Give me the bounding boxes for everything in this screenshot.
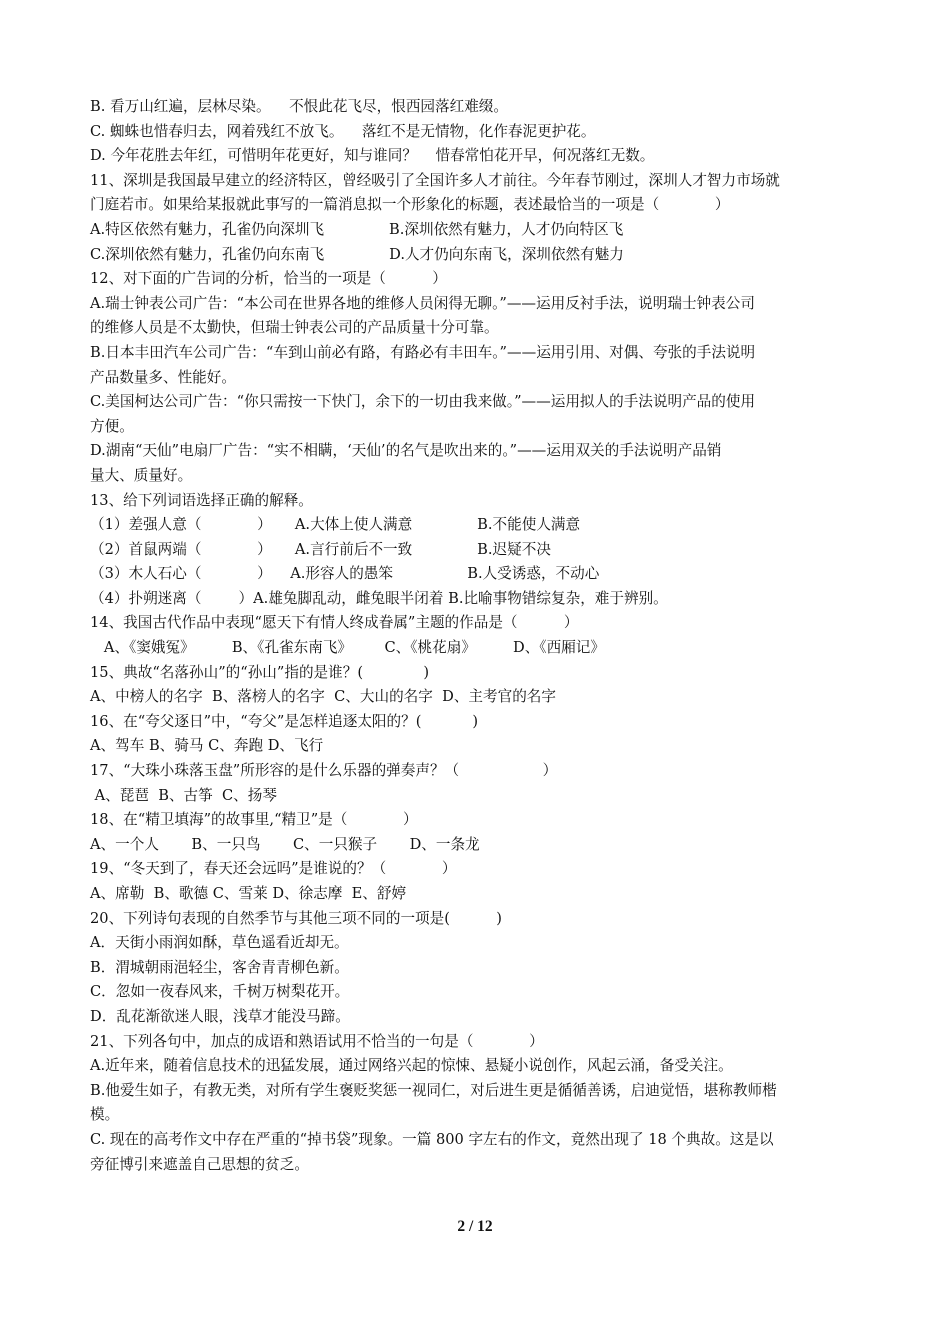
text-line: A、席勒 B、歌德 C、雪莱 D、徐志摩 E、舒婷 (90, 885, 407, 902)
text-line: A.近年来，随着信息技术的迅猛发展，通过网络兴起的惊悚、悬疑小说创作，风起云涌，备受关注。 (90, 1057, 733, 1075)
text-line: 方便。 (90, 417, 134, 435)
text-line: 17、“大珠小珠落玉盘”所形容的是什么乐器的弹奏声？（ ） (90, 762, 558, 780)
text-line: （3）木人石心（ ） A.形容人的愚笨 B.人受诱惑，不动心 (90, 565, 600, 583)
page-number-current: 2 (457, 1218, 466, 1235)
text-line: A.瑞士钟表公司广告：“本公司在世界各地的维修人员闲得无聊。”——运用反衬手法，说明瑞士钟表公司 (90, 294, 755, 312)
text-line: C. 蜘蛛也惜春归去，网着残红不放飞。 落红不是无情物，化作春泥更护花。 (90, 122, 596, 140)
text-line: 18、在“精卫填海”的故事里,“精卫”是（ ） (90, 811, 418, 829)
text-line: B. 看万山红遍，层林尽染。 不恨此花飞尽，恨西园落红难缀。 (90, 98, 508, 115)
text-line: D.湖南“天仙”电扇厂广告：“实不相瞒，‘天仙’的名气是吹出来的。”——运用双关的手法说明产品销 (90, 442, 722, 460)
text-line: A、《窦娥冤》 B、《孔雀东南飞》 C、《桃花扇》 D、《西厢记》 (90, 639, 605, 657)
text-line: 19、“冬天到了，春天还会远吗”是谁说的？（ ） (90, 860, 457, 878)
text-line: B.日本丰田汽车公司广告：“车到山前必有路，有路必有丰田车。”——运用引用、对偶、夸张的手法说明 (90, 343, 756, 361)
page-number (0, 1218, 950, 1236)
text-line: B.他爱生如子，有教无类，对所有学生褒贬奖惩一视同仁，对后进生更是循循善诱，启迪觉悟，堪称教师楷 (90, 1081, 777, 1099)
text-line: C．忽如一夜春风来，千树万树梨花开。 (90, 983, 350, 1001)
text-line: A．天街小雨润如酥，草色遥看近却无。 (90, 934, 349, 952)
text-line: A、驾车 B、骑马 C、奔跑 D、飞行 (90, 737, 324, 755)
text-line: 13、给下列词语选择正确的解释。 (90, 491, 313, 509)
text-line: （2）首鼠两端（ ） A.言行前后不一致 B.迟疑不决 (90, 540, 551, 558)
text-line: 14、我国古代作品中表现“愿天下有情人终成眷属”主题的作品是（ ） (90, 614, 579, 632)
text-line: D．乱花渐欲迷人眼，浅草才能没马蹄。 (90, 1007, 350, 1025)
text-line: （4）扑朔迷离（ ）A.雄兔脚乱动，雌兔眼半闭着 B.比喻事物错综复杂，难于辨别。 (90, 589, 668, 607)
text-line: 模。 (90, 1106, 120, 1124)
text-line: 的维修人员是不太勤快，但瑞士钟表公司的产品质量十分可靠。 (90, 319, 499, 337)
page-number-total: 12 (477, 1218, 493, 1235)
text-line: 20、下列诗句表现的自然季节与其他三项不同的一项是( ) (90, 909, 503, 927)
text-line: A、琵琶 B、古筝 C、扬琴 (90, 786, 277, 804)
text-line: 15、典故“名落孙山”的“孙山”指的是谁？( ) (90, 663, 430, 681)
text-line: C.深圳依然有魅力，孔雀仍向东南飞 D.人才仍向东南飞，深圳依然有魅力 (90, 245, 624, 263)
text-line: 16、在“夸父逐日”中，“夸父”是怎样追逐太阳的？( ) (90, 712, 479, 730)
text-line: C.美国柯达公司广告：“你只需按一下快门，余下的一切由我来做。”——运用拟人的手法说明产品的使用 (90, 393, 756, 411)
page-number-separator: / (465, 1218, 478, 1235)
question-text (90, 95, 862, 1177)
text-line: A、中榜人的名字 B、落榜人的名字 C、大山的名字 D、主考官的名字 (90, 688, 556, 706)
text-line: B．渭城朝雨浥轻尘，客舍青青柳色新。 (90, 958, 349, 976)
text-line: 21、下列各句中，加点的成语和熟语试用不恰当的一句是（ ） (90, 1032, 544, 1050)
text-line: A.特区依然有魅力，孔雀仍向深圳飞 B.深圳依然有魅力，人才仍向特区飞 (90, 220, 624, 238)
text-line: A、一个人 B、一只鸟 C、一只猴子 D、一条龙 (90, 835, 480, 853)
text-line: （1）差强人意（ ） A.大体上使人满意 B.不能使人满意 (90, 516, 581, 534)
text-line: 量大、质量好。 (90, 466, 193, 484)
text-line: 门庭若市。如果给某报就此事写的一篇消息拟一个形象化的标题，表述最恰当的一项是（ ） (90, 196, 730, 214)
text-line: D. 今年花胜去年红，可惜明年花更好，知与谁同？ 惜春常怕花开早，何况落红无数。 (90, 147, 655, 165)
text-line: C. 现在的高考作文中存在严重的“掉书袋”现象。一篇 800 字左右的作文，竟然出现了 18 个典故。这是以 (90, 1130, 774, 1148)
text-line: 11、深圳是我国最早建立的经济特区，曾经吸引了全国许多人才前往。今年春节刚过，深圳人才智力市场就 (90, 171, 780, 189)
text-line: 产品数量多、性能好。 (90, 368, 236, 386)
text-line: 旁征博引来遮盖自己思想的贫乏。 (90, 1155, 309, 1173)
text-line: 12、对下面的广告词的分析，恰当的一项是（ ） (90, 270, 447, 288)
